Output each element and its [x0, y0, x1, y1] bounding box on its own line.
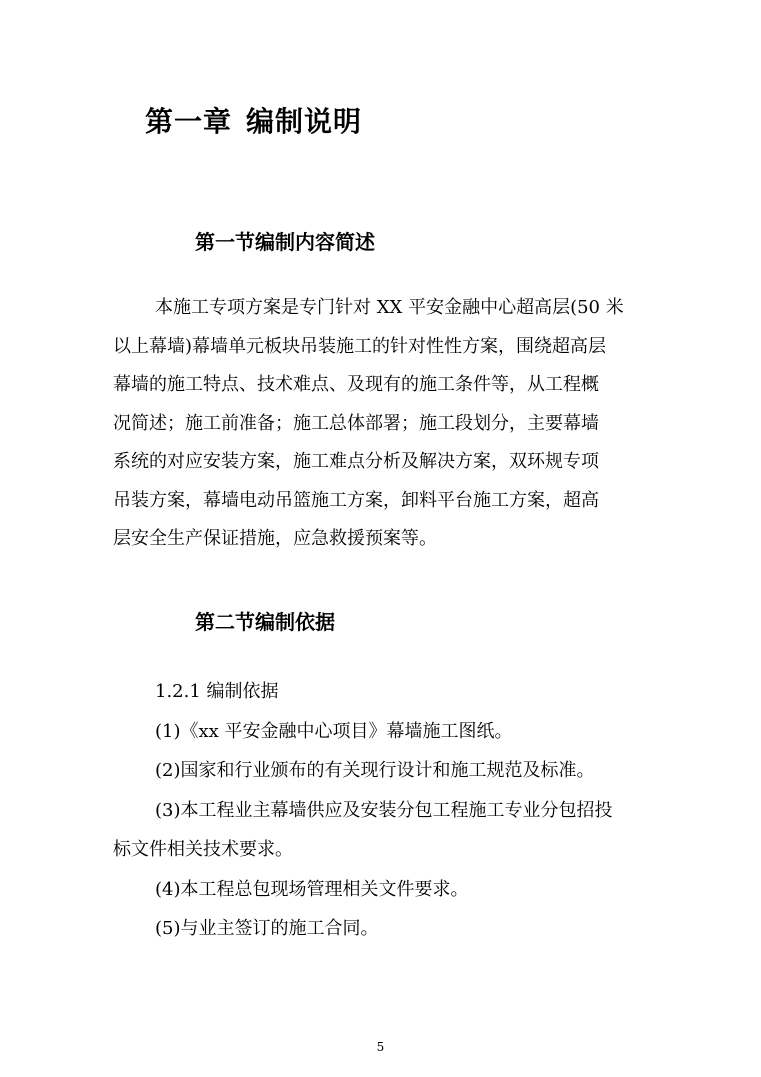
- paragraph-line: 幕墙的施工特点、技术难点、及现有的施工条件等，从工程概: [113, 374, 599, 395]
- section-title-overview: 第一节编制内容简述: [195, 230, 375, 254]
- basis-list: [113, 672, 633, 949]
- overview-paragraph: [113, 289, 633, 559]
- list-item: (2)国家和行业颁布的有关现行设计和施工规范及标准。: [155, 760, 595, 781]
- list-item: (3)本工程业主幕墙供应及安装分包工程施工专业分包招投: [155, 799, 613, 821]
- list-item: (1)《xx 平安金融中心项目》幕墙施工图纸。: [155, 720, 513, 742]
- paragraph-line: 本施工专项方案是专门针对 XX 平安金融中心超高层(50 米: [155, 297, 624, 318]
- list-item: (4)本工程总包现场管理相关文件要求。: [155, 878, 469, 900]
- chapter-number: 第一章: [145, 105, 233, 138]
- paragraph-line: 吊装方案，幕墙电动吊篮施工方案，卸料平台施工方案，超高: [113, 489, 599, 511]
- paragraph-line: 以上幕墙)幕墙单元板块吊装施工的针对性性方案，围绕超高层: [113, 335, 607, 357]
- list-item: (5)与业主签订的施工合同。: [155, 918, 379, 939]
- list-item-continuation: 标文件相关技术要求。: [113, 839, 293, 860]
- subsection-heading: 1.2.1 编制依据: [155, 681, 279, 702]
- paragraph-line: 系统的对应安装方案，施工难点分析及解决方案，双环规专项: [113, 451, 599, 472]
- page-number: 5: [376, 1040, 385, 1054]
- chapter-name: 编制说明: [246, 105, 363, 138]
- section-title-basis: 第二节编制依据: [195, 610, 335, 634]
- chapter-title: [145, 100, 362, 140]
- paragraph-line: 层安全生产保证措施，应急救援预案等。: [113, 528, 437, 549]
- paragraph-line: 况简述；施工前准备；施工总体部署；施工段划分，主要幕墙: [113, 412, 599, 434]
